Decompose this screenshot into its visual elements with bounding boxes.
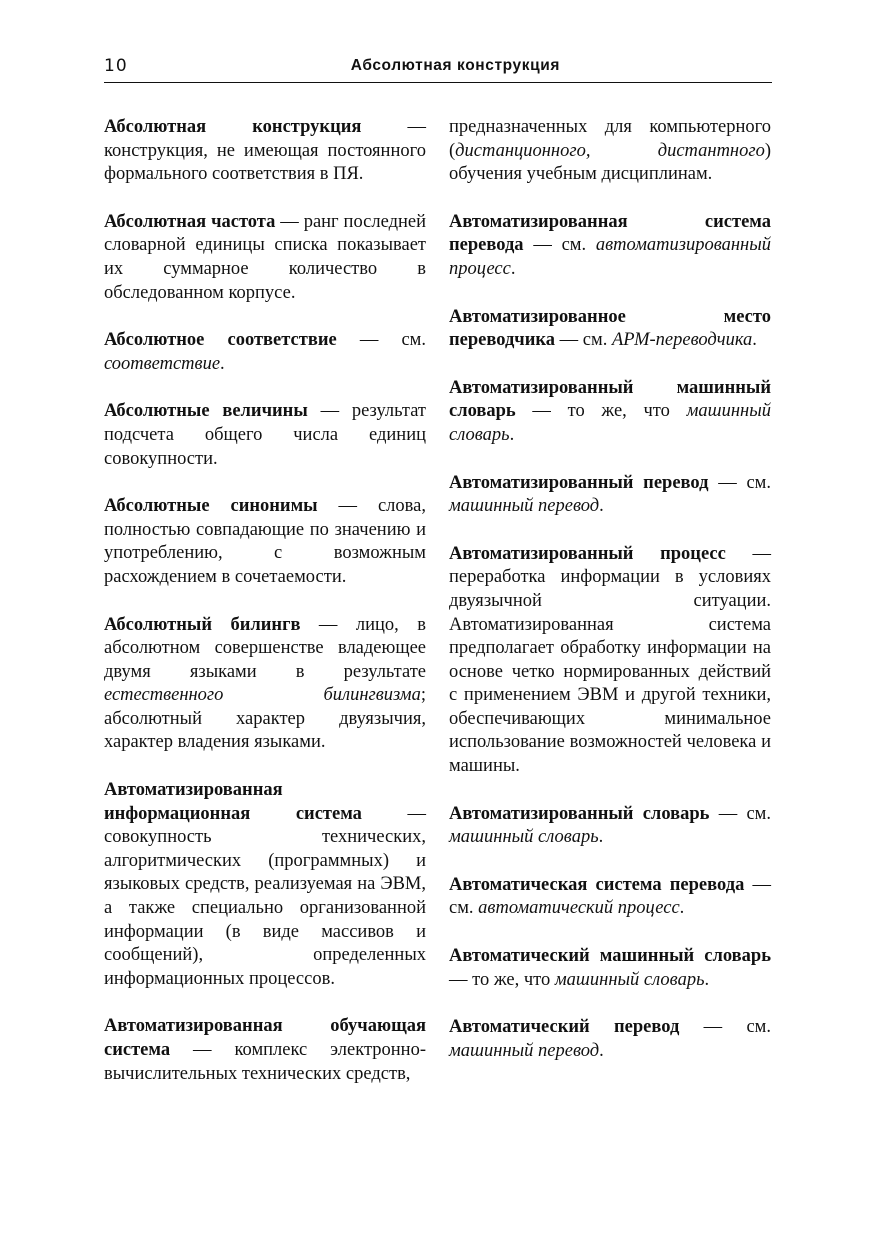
entry-cross-reference: машинный перевод <box>449 496 600 517</box>
entry-definition: — ранг последней словарной единицы списка показывает их суммарное количество в обследованном корпусе. <box>104 211 426 303</box>
entry-cross-reference: естественного билингвизма <box>104 685 421 706</box>
right-column <box>449 116 771 1087</box>
entry-definition: — совокупность технических, алгоритмических (программных) и языковых средств, реализуемая на ЭВМ, а также специально организованной информации (в виде массивов и сообщений), определенных информационных процессов. <box>104 803 427 989</box>
entry-cross-reference: машинный перевод <box>449 1040 600 1061</box>
entry-definition-end: . <box>598 827 604 848</box>
page-number: 10 <box>104 56 128 76</box>
running-head: Абсолютная конструкция <box>350 57 560 74</box>
entry-definition: — см. <box>449 874 772 919</box>
entry-definition-end: . <box>679 898 685 919</box>
entry-cross-reference: АРМ-переводчика <box>611 330 753 351</box>
entry-definition-end: . <box>509 424 515 445</box>
entry-definition: — см. <box>709 803 771 824</box>
dictionary-entry <box>104 779 426 991</box>
entry-definition: — то же, что <box>515 401 687 422</box>
entry-term: Абсолютные величины <box>104 401 308 422</box>
entry-term: Абсолютное соответствие <box>104 330 337 351</box>
entry-definition: — см. <box>679 1017 771 1038</box>
dictionary-entry <box>449 472 771 519</box>
dictionary-entry <box>104 1015 426 1086</box>
entry-term: Автоматизированный машинный словарь <box>449 377 771 422</box>
entry-term: Автоматизированная информационная система <box>104 780 362 824</box>
dictionary-entry <box>104 116 426 187</box>
entry-term: Автоматическая система перевода <box>449 874 745 895</box>
entry-cross-reference: соответствие <box>104 353 221 374</box>
dictionary-entry <box>449 306 771 353</box>
entry-definition-end: . <box>599 496 604 517</box>
entry-definition: — то же, что <box>449 969 555 990</box>
dictionary-entry <box>449 874 771 921</box>
dictionary-entry <box>104 211 426 305</box>
entry-definition-end: . <box>510 258 516 279</box>
entry-definition: — конструкция, не имеющая постоянного формального соответствия в ПЯ. <box>104 117 427 185</box>
entry-term: Автоматизированное место переводчика <box>449 306 771 351</box>
dictionary-entry <box>449 116 771 187</box>
entry-definition-end: . <box>704 969 710 990</box>
entry-cross-reference: дистанционного, дистантного <box>455 140 765 161</box>
entry-definition: — переработка информации в условиях двуязычной ситуации. Автоматизированная система предполагает обработку информации на основе четко нормированных действий с применением ЭВМ и другой техники, обеспечивающих минимальное использование возможностей человека и машины. <box>449 543 771 777</box>
entry-cross-reference: машинный словарь <box>449 827 599 848</box>
dictionary-entry <box>104 329 426 376</box>
entry-term: Автоматизированная обучающая система <box>104 1016 426 1060</box>
dictionary-entry <box>449 211 771 282</box>
entry-definition: — см. <box>523 235 596 256</box>
entry-definition-end: . <box>752 330 757 351</box>
entry-definition: — результат подсчета общего числа единиц совокупности. <box>104 401 427 469</box>
dictionary-entry <box>104 400 426 471</box>
dictionary-entry <box>104 495 426 589</box>
entry-term: Абсолютная частота <box>104 211 276 232</box>
entry-definition-end: . <box>220 353 225 374</box>
entry-definition: — слова, полностью совпадающие по значению и употреблению, с возможным расхождением в сочетаемости. <box>104 496 426 587</box>
dictionary-entry <box>449 945 771 992</box>
entry-definition-end: ; абсолютный характер двуязычия, характер владения языками. <box>104 685 426 753</box>
entry-term: Автоматизированный перевод <box>449 472 709 493</box>
dictionary-entry <box>449 803 771 850</box>
page-header <box>104 54 772 83</box>
entry-definition-end: . <box>599 1040 604 1061</box>
entry-definition: — лицо, в абсолютном совершенстве владеющее двумя языками в результате <box>104 614 426 682</box>
entry-cross-reference: машинный словарь <box>554 969 705 990</box>
entry-definition: — см. <box>336 330 426 351</box>
dictionary-entry <box>449 543 771 779</box>
entry-term: Автоматический машинный словарь <box>449 946 771 967</box>
left-column <box>104 116 426 1110</box>
entry-term: Автоматизированный словарь <box>449 803 710 824</box>
entry-term: Абсолютные синонимы <box>104 496 318 517</box>
entry-term: Абсолютная конструкция <box>104 117 362 137</box>
dictionary-entry <box>449 377 771 448</box>
entry-cross-reference: машинный словарь <box>449 401 771 445</box>
entry-cross-reference: автоматизированный процесс <box>449 235 771 279</box>
entry-definition: предназначенных для компьютерного ( <box>449 117 771 161</box>
dictionary-entry <box>104 614 426 756</box>
entry-term: Автоматизированная система перевода <box>449 211 771 256</box>
entry-term: Автоматизированный процесс <box>449 543 726 564</box>
entry-definition: — см. <box>555 330 612 351</box>
dictionary-entry <box>449 1016 771 1063</box>
entry-definition: — комплекс электронно-вычислительных технических средств, <box>104 1040 426 1084</box>
entry-definition: — см. <box>708 472 771 493</box>
entry-definition-end: ) обучения учебным дисциплинам. <box>449 140 771 185</box>
entry-cross-reference: автоматический процесс <box>478 898 680 919</box>
entry-term: Абсолютный билингв <box>104 614 301 635</box>
entry-term: Автоматический перевод <box>449 1017 680 1038</box>
